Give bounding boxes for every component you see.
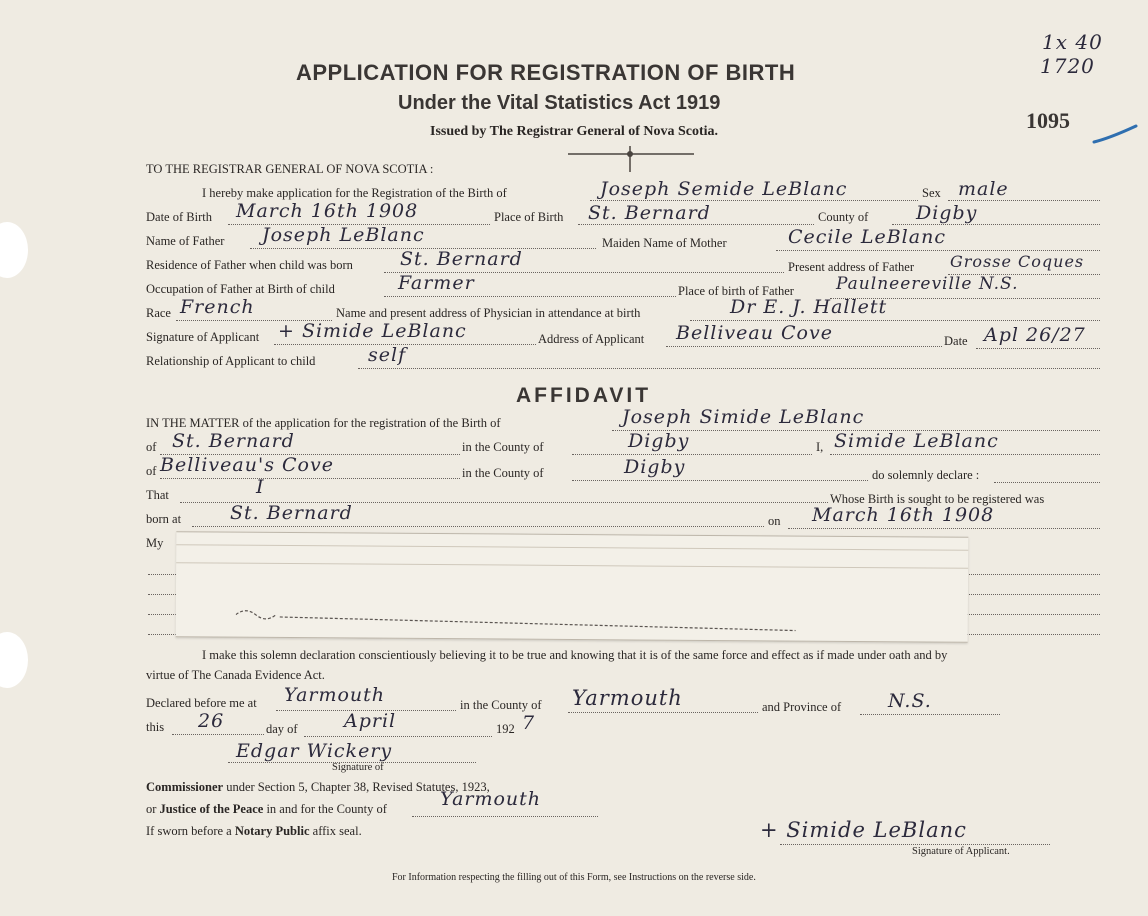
declared-county-line — [568, 712, 758, 713]
justice-county-line — [412, 816, 598, 817]
punch-hole-bottom — [0, 632, 28, 688]
born-date: March 16th 1908 — [812, 504, 995, 526]
of-label: of — [146, 440, 157, 454]
my-label: My — [146, 536, 164, 550]
footer-note: For Information respecting the filling out of this Form, see Instructions on the reverse side. — [392, 872, 756, 883]
residence-label: Residence of Father when child was born — [146, 258, 353, 272]
race-value: French — [180, 296, 255, 318]
whose-label: Whose Birth is sought to be registered was — [830, 492, 1045, 506]
applicant-signature-bottom: + Simide LeBlanc — [760, 818, 967, 842]
i-label: I, — [816, 440, 824, 454]
applicant-signature-line — [780, 844, 1050, 845]
issued-by: Issued by The Registrar General of Nova Scotia. — [430, 124, 719, 139]
applicant-address-line — [666, 346, 942, 347]
declare-line — [994, 482, 1100, 483]
applicant-signature-label: Signature of Applicant. — [912, 846, 1010, 857]
county-value: Digby — [916, 202, 978, 224]
ornament-divider-icon — [566, 144, 696, 174]
applicant-address-value: Belliveau Cove — [676, 322, 833, 344]
place-line — [578, 224, 814, 225]
race-label: Race — [146, 306, 171, 320]
child-name-line — [590, 200, 918, 201]
sworn-pre: If sworn before a — [146, 824, 232, 838]
physician-label: Name and present address of Physician in attendance at birth — [336, 306, 641, 320]
province-label: and Province of — [762, 700, 842, 714]
of-label-2: of — [146, 464, 157, 478]
born-place: St. Bernard — [230, 502, 353, 524]
county-label: County of — [818, 210, 869, 224]
that-label: That — [146, 488, 169, 502]
declared-at: Yarmouth — [284, 684, 386, 706]
commissioner-rest: under Section 5, Chapter 38, Revised Statutes, 1923, — [226, 780, 490, 794]
physician-value: Dr E. J. Hallett — [730, 296, 888, 318]
occupation-label: Occupation of Father at Birth of child — [146, 282, 335, 296]
place-value: St. Bernard — [588, 202, 711, 224]
affidavit-county: Digby — [628, 430, 690, 452]
i-line — [830, 454, 1100, 455]
dob-value: March 16th 1908 — [236, 200, 419, 222]
father-birthplace-label: Place of birth of Father — [678, 284, 794, 298]
province-line — [860, 714, 1000, 715]
relationship-label: Relationship of Applicant to child — [146, 354, 316, 368]
date-label: Date — [944, 334, 968, 348]
occupation-value: Farmer — [398, 272, 475, 294]
present-address-label: Present address of Father — [788, 260, 915, 274]
place-label: Place of Birth — [494, 210, 564, 224]
mother-label: Maiden Name of Mother — [602, 236, 727, 250]
corner-note-line1: 1x 40 — [1042, 30, 1103, 54]
occupation-line — [384, 296, 676, 297]
declared-label: Declared before me at — [146, 696, 257, 710]
born-label: born at — [146, 512, 182, 526]
date-line — [976, 348, 1100, 349]
mother-line — [776, 250, 1100, 251]
year-prefix: 192 — [496, 722, 515, 736]
matter-name: Joseph Simide LeBlanc — [622, 406, 865, 428]
signature-of-label: Signature of — [332, 762, 384, 773]
i-name: Simide LeBlanc — [834, 430, 999, 452]
of-place: St. Bernard — [172, 430, 295, 452]
commissioner-line — [146, 780, 490, 795]
day-value: 26 — [198, 710, 225, 732]
father-label: Name of Father — [146, 234, 225, 248]
child-name: Joseph Semide LeBlanc — [600, 178, 848, 200]
father-birthplace-value: Paulneereville N.S. — [836, 274, 1019, 294]
day-line — [172, 734, 264, 735]
sex-label: Sex — [922, 186, 941, 200]
relationship-value: self — [368, 344, 407, 366]
county-line — [892, 224, 1100, 225]
justice-rest: in and for the County of — [266, 802, 387, 816]
affidavit-heading: AFFIDAVIT — [516, 384, 652, 407]
mother-value: Cecile LeBlanc — [788, 226, 946, 248]
sworn-line — [146, 824, 362, 839]
of2-place: Belliveau's Cove — [160, 454, 334, 476]
form-title: APPLICATION FOR REGISTRATION OF BIRTH — [296, 60, 796, 85]
relationship-line — [358, 368, 1100, 369]
day-of-label: day of — [266, 722, 298, 736]
or-label: or — [146, 802, 157, 816]
declared-county: Yarmouth — [572, 686, 683, 710]
sex-value: male — [958, 178, 1009, 200]
date-value: Apl 26/27 — [984, 324, 1086, 346]
justice-county: Yarmouth — [440, 788, 542, 810]
solemn-line-2: virtue of The Canada Evidence Act. — [146, 668, 325, 682]
signature-label: Signature of Applicant — [146, 330, 260, 344]
month-line — [304, 736, 492, 737]
physician-line — [690, 320, 1100, 321]
commissioner-bold: Commissioner — [146, 780, 224, 794]
dob-label: Date of Birth — [146, 210, 212, 224]
corner-note-line2: 1720 — [1040, 54, 1095, 78]
father-value: Joseph LeBlanc — [262, 224, 425, 246]
month-value: April — [344, 710, 397, 732]
sex-line — [948, 200, 1100, 201]
province-value: N.S. — [888, 690, 932, 712]
of-line-2 — [160, 478, 460, 479]
applicant-signature-top: + Simide LeBlanc — [278, 320, 467, 342]
declare-label: do solemnly declare : — [872, 468, 980, 482]
blue-check-mark-icon — [1090, 120, 1140, 150]
matter-label: IN THE MATTER of the application for the registration of the Birth of — [146, 416, 501, 430]
declared-county-label: in the County of — [460, 698, 542, 712]
year-suffix: 7 — [522, 712, 536, 734]
this-label: this — [146, 720, 165, 734]
solemn-line-1: I make this solemn declaration conscientiously believing it to be true and knowing that it is of the same force and effect as if made under oath and by — [202, 648, 948, 662]
punch-hole-top — [0, 222, 28, 278]
born-line — [192, 526, 764, 527]
county-label-2: in the County of — [462, 466, 544, 480]
county-line-1 — [572, 454, 812, 455]
addressee: TO THE REGISTRAR GENERAL OF NOVA SCOTIA : — [146, 162, 434, 176]
applicant-address-label: Address of Applicant — [538, 332, 645, 346]
county-label-1: in the County of — [462, 440, 544, 454]
notary-bold: Notary Public — [234, 824, 310, 838]
justice-bold: Justice of the Peace — [159, 802, 264, 816]
sworn-post: affix seal. — [312, 824, 362, 838]
form-subtitle: Under the Vital Statistics Act 1919 — [398, 92, 721, 114]
affidavit-county-2: Digby — [624, 456, 686, 478]
present-address-value: Grosse Coques — [950, 252, 1085, 271]
county-line-2 — [572, 480, 868, 481]
form-number: 1095 — [1026, 108, 1070, 133]
residence-value: St. Bernard — [400, 248, 523, 270]
that-value: I — [256, 476, 265, 498]
commissioner-signature: Edgar Wickery — [236, 740, 393, 762]
justice-line — [146, 802, 387, 817]
pasted-paper-strip — [176, 531, 969, 643]
on-label: on — [768, 514, 781, 528]
intro-label: I hereby make application for the Registration of the Birth of — [202, 186, 507, 200]
on-line — [788, 528, 1100, 529]
